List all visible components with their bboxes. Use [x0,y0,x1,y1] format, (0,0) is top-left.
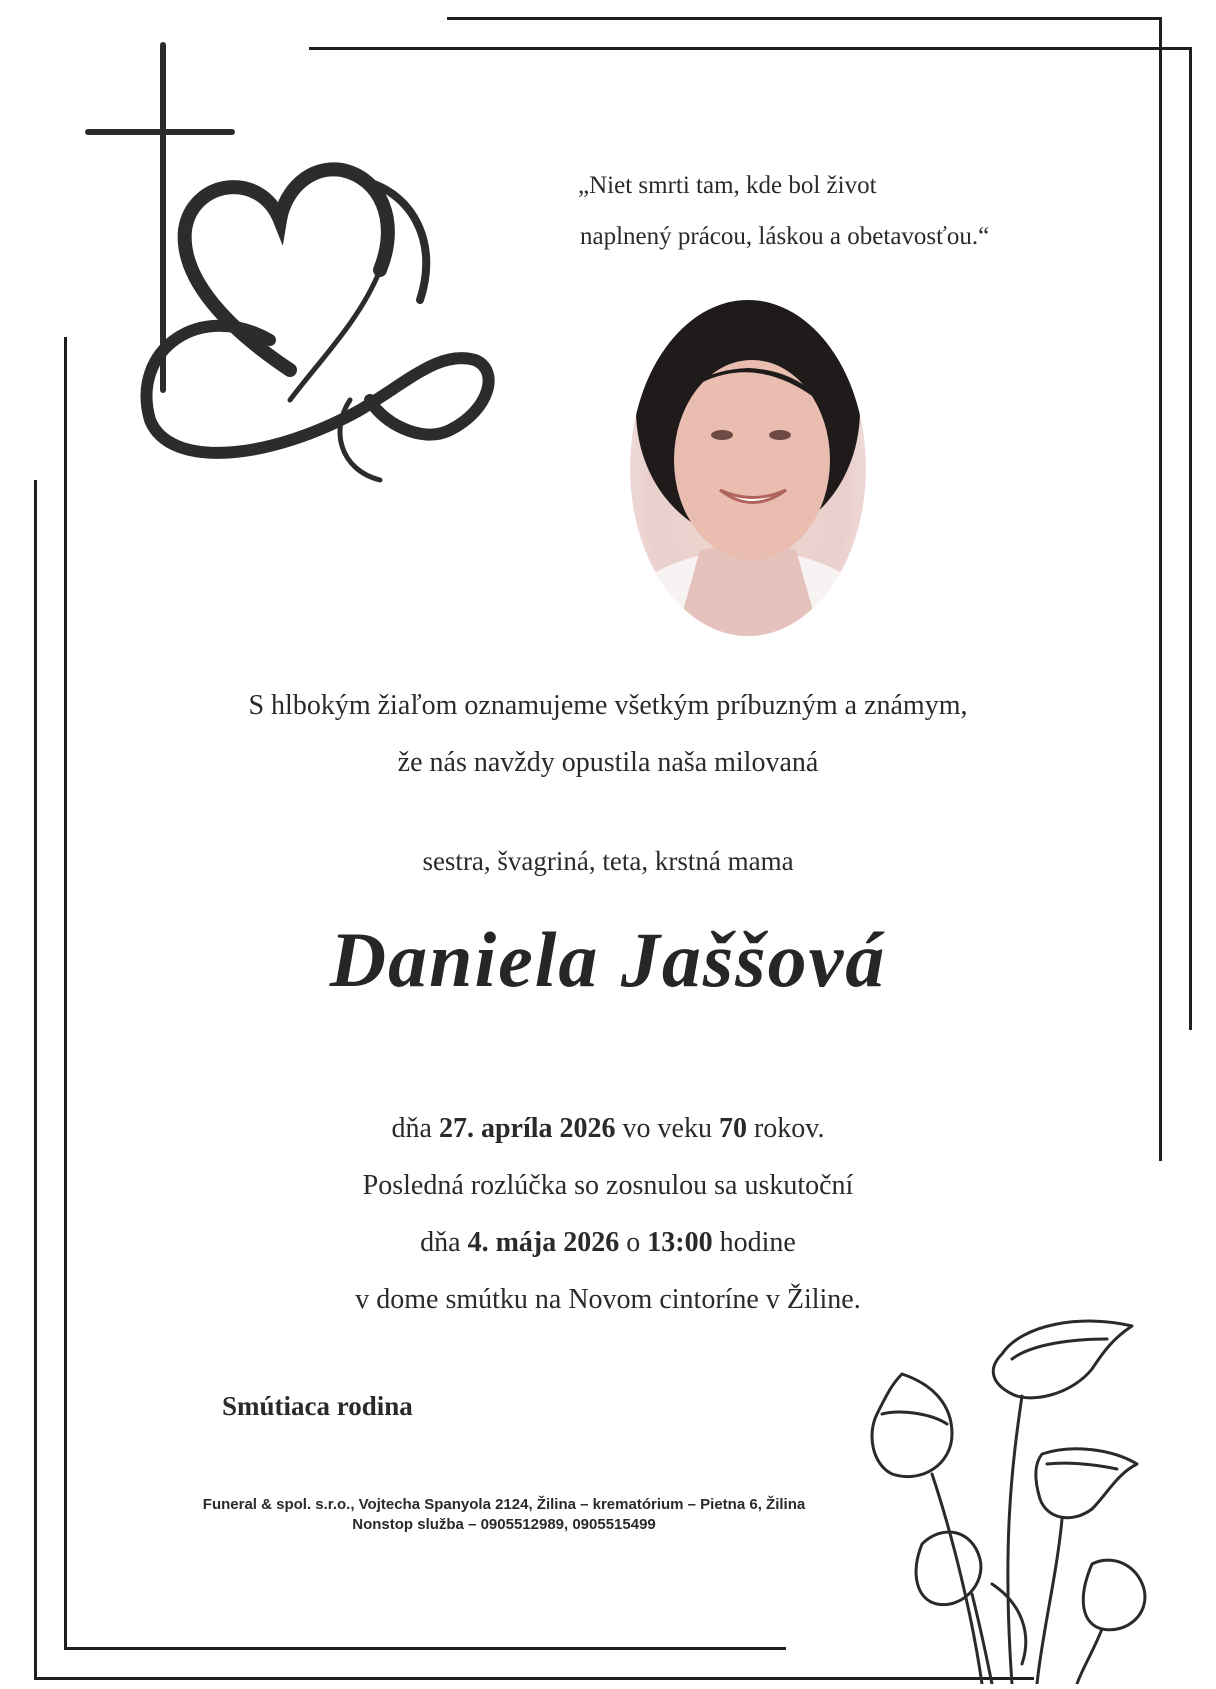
frame-right-outer [1189,47,1192,1030]
cross-heart-icon [80,40,500,500]
relation-line: sestra, švagriná, teta, krstná mama [422,846,794,876]
location-line: v dome smútku na Novom cintoríne v Žiline. [355,1284,861,1315]
funeral-service-footer [124,1495,884,1535]
deceased-name: Daniela Jaššová [329,916,887,1003]
death-date: 27. apríla 2026 [438,1113,616,1144]
announcement-line-1: S hlbokým žiaľom oznamujeme všetkým príbuzným a známym, [248,690,968,721]
calla-lily-icon [862,1314,1182,1684]
quote-line-1: „Niet smrti tam, kde bol život [578,172,877,199]
footer-line-1: Funeral & spol. s.r.o., Vojtecha Spanyola 2124, Žilina – krematórium – Pietna 6, Žilina [202,1496,806,1513]
farewell-line: Posledná rozlúčka so zosnulou sa uskutoční [362,1170,854,1201]
frame-top-outer [447,17,1161,20]
footer-line-2: Nonstop služba – 0905512989, 0905515499 [352,1516,656,1533]
time-prefix: o [619,1227,648,1258]
funeral-prefix: dňa [420,1227,468,1258]
opening-quote [578,160,989,262]
death-prefix: dňa [391,1113,439,1144]
age-suffix: rokov. [746,1113,825,1144]
time-suffix: hodine [712,1227,796,1258]
funeral-date-line [0,1214,1216,1271]
funeral-details [0,1100,1216,1328]
announcement-line-2: že nás navždy opustila naša milovaná [397,747,819,778]
funeral-date: 4. mája 2026 [467,1227,620,1258]
portrait-photo [630,300,866,636]
death-line [0,1100,1216,1157]
frame-left-outer [34,480,37,1678]
funeral-time: 13:00 [647,1227,713,1258]
signature: Smútiaca rodina [222,1391,413,1421]
age-prefix: vo veku [615,1113,719,1144]
age: 70 [718,1113,747,1144]
frame-bottom-inner [64,1647,786,1650]
quote-line-2: naplnený prácou, láskou a obetavosťou.“ [580,223,990,250]
